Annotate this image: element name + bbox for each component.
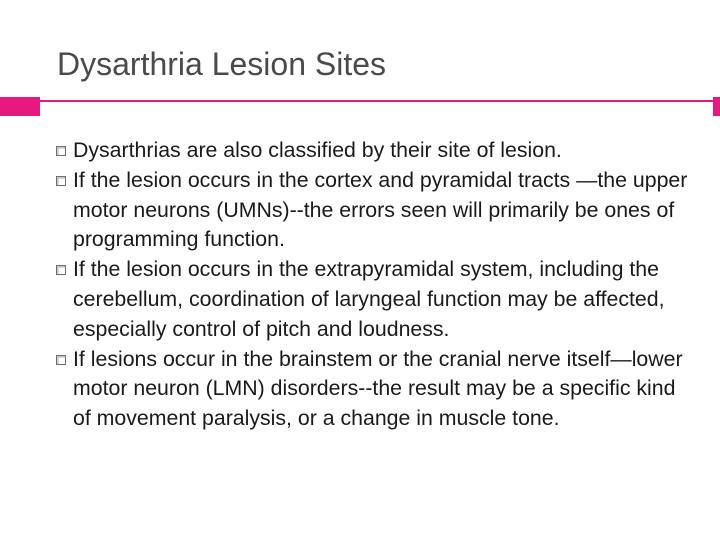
bullet-list xyxy=(56,136,696,434)
bullet-item xyxy=(56,166,696,255)
bullet-text: If lesions occur in the brainstem or the cranial nerve itself—lower motor neuron (LMN) disorders--the result may be a specific kind of movement paralysis, or a change in muscle tone. xyxy=(73,346,683,431)
accent-bar xyxy=(0,97,40,116)
bullet-item xyxy=(56,136,696,166)
bullet-text: Dysarthrias are also classified by their site of lesion. xyxy=(73,138,562,162)
bullet-item xyxy=(56,345,696,434)
slide-title: Dysarthria Lesion Sites xyxy=(57,46,387,82)
bullet-item xyxy=(56,255,696,344)
accent-divider-line xyxy=(40,100,720,102)
accent-edge-bar xyxy=(713,97,720,116)
checkbox-icon xyxy=(56,265,66,275)
bullet-text: If the lesion occurs in the cortex and pyramidal tracts —the upper motor neurons (UMNs)--the errors seen will primarily be ones of programming function. xyxy=(73,167,688,252)
checkbox-icon xyxy=(56,146,66,156)
bullet-text: If the lesion occurs in the extrapyramidal system, including the cerebellum, coordination of laryngeal function may be affected, especially control of pitch and loudness. xyxy=(73,257,665,341)
checkbox-icon xyxy=(56,176,66,186)
checkbox-icon xyxy=(56,355,66,365)
